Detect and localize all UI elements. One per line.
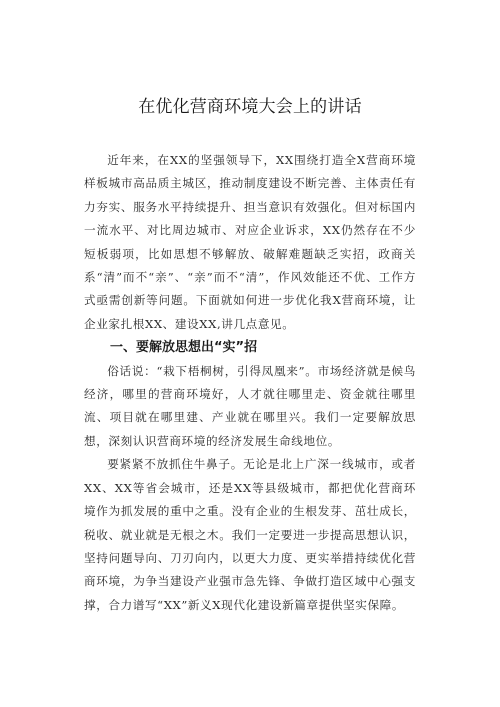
- section-1-heading: 一、要解放思想出“实”招: [110, 340, 258, 356]
- section-1-paragraph-1: 俗话说：“栽下梧桐树，引得凤凰来”。市场经济就是候鸟经济，哪里的营商环境好，人才就往哪里走、资金就往哪里流、项目就在哪里建、产业就在哪里兴。我们一定要解放思想，深刻认识营商环境的经济发展生命线地位。: [84, 363, 416, 448]
- intro-paragraph: 近年来，在XX的坚强领导下，XX围绕打造全X营商环境样板城市高品质主城区，推动制度建设不断完善、主体责任有力夯实、服务水平持续提升、担当意识有效强化。但对标国内一流水平、对比周边城市、对应企业诉求，XX仍然存在不少短板弱项，比如思想不够解放、破解难题缺乏实招，政商关系“清”而不“亲”、“亲”而不“清”，作风效能还不优、工作方式亟需创新等问题。下面就如何进一步优化我X营商环境，让企业家扎根XX、建设XX,讲几点意见。: [84, 153, 416, 331]
- document-title: 在优化营商环境大会上的讲话: [138, 97, 362, 117]
- section-1-paragraph-2: 要紧紧不放抓住牛鼻子。无论是北上广深一线城市，或者XX、XX等省会城市，还是XX等县级城市，都把优化营商环境作为抓发展的重中之重。没有企业的生根发芽、茁壮成长，税收、就业就是无根之木。我们一定要进一步提高思想认识，坚持问题导向、刀刃向内，以更大力度、更实举措持续优化营商环境，为争当建设产业强市急先锋、争做打造区域中心强支撑，合力谱写“XX”新义X现代化建设新篇章提供坚实保障。: [84, 457, 416, 612]
